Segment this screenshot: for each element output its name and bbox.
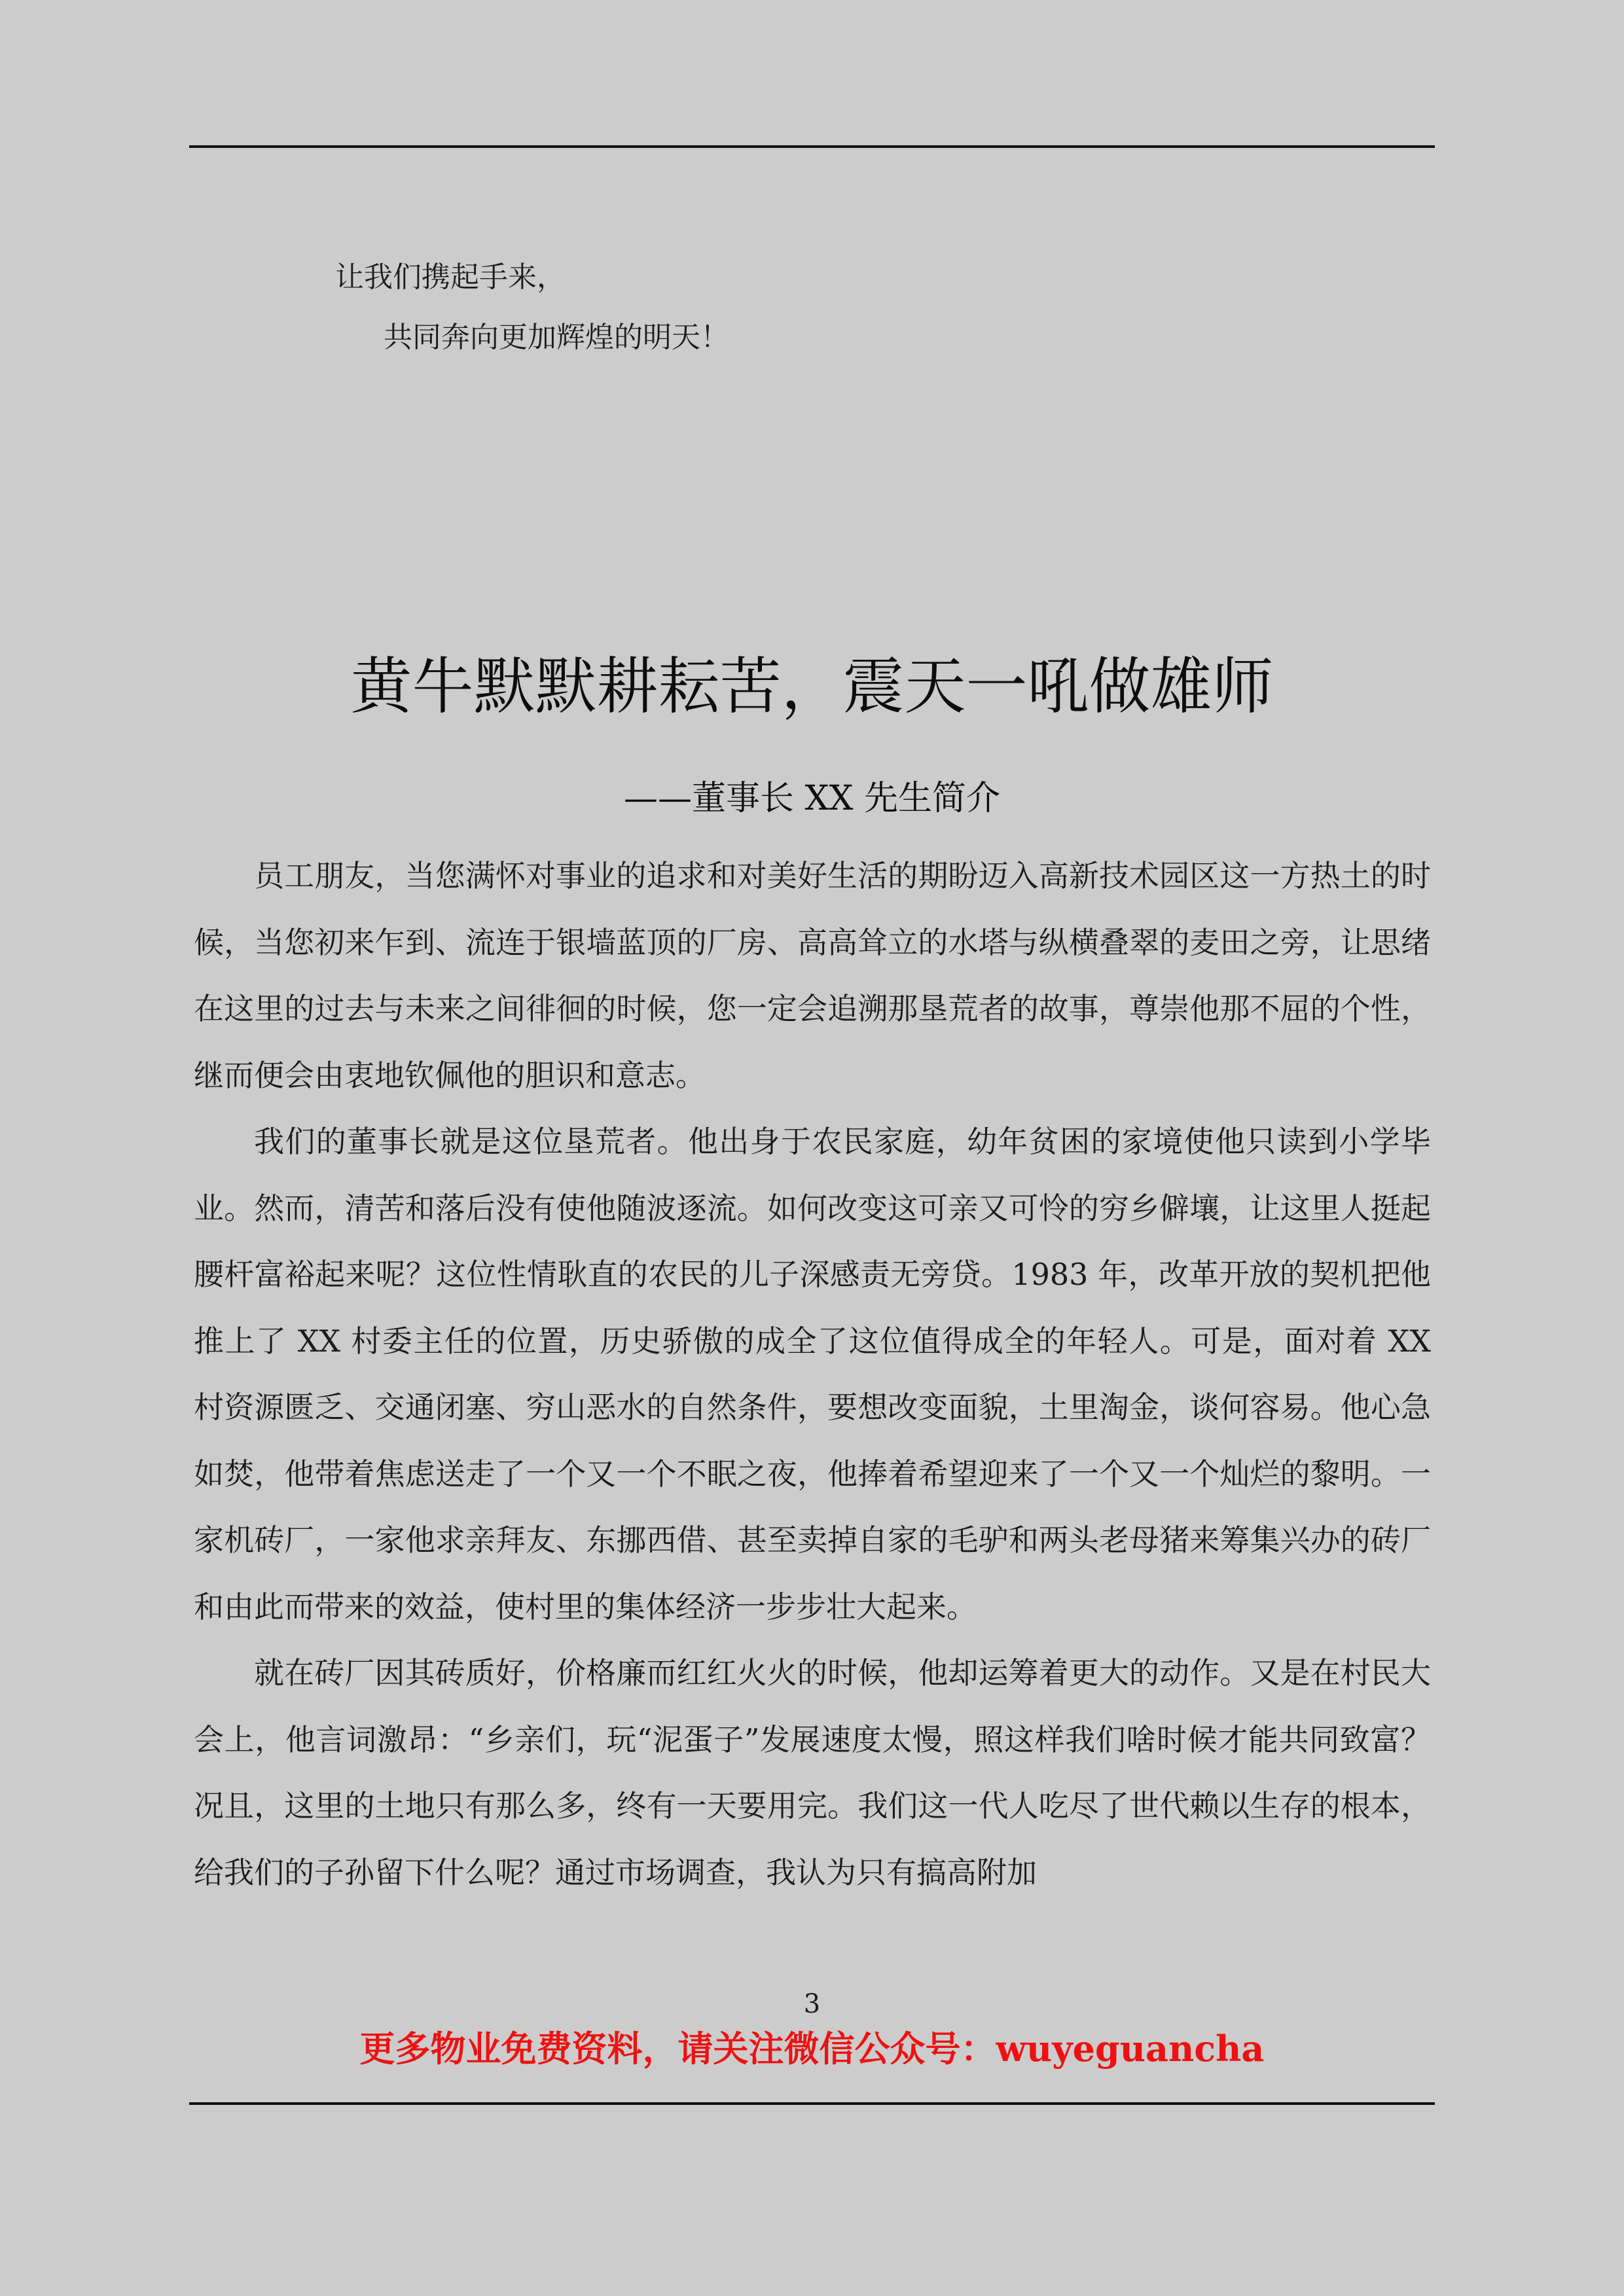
body-paragraph: 员工朋友，当您满怀对事业的追求和对美好生活的期盼迈入高新技术园区这一方热土的时候，当您初来乍到、流连于银墙蓝顶的厂房、高高耸立的水塔与纵横叠翠的麦田之旁，让思绪在这里的过去与未来之间徘徊的时候，您一定会追溯那垦荒者的故事，尊崇他那不屈的个性，继而便会由衷地钦佩他的胆识和意志。: [194, 858, 1431, 1093]
poem-line-1: 让我们携起手来，: [335, 260, 566, 294]
closing-poem: [335, 247, 729, 368]
body-paragraph: 我们的董事长就是这位垦荒者。他出身于农民家庭，幼年贫困的家境使他只读到小学毕业。然而，清苦和落后没有使他随波逐流。如何改变这可亲又可怜的穷乡僻壤，让这里人挺起腰杆富裕起来呢？这位性情耿直的农民的儿子深感责无旁贷。1983 年，改革开放的契机把他推上了 XX 村委主任的位置，历史骄傲的成全了这位值得成全的年轻人。可是，面对着 XX 村资源匮乏、交通闭塞、穷山恶水的自然条件，要想改变面貌，土里淘金，谈何容易。他心急如焚，他带着焦虑送走了一个又一个不眠之夜，他捧着希望迎来了一个又一个灿烂的黎明。一家机砖厂，一家他求亲拜友、东挪西借、甚至卖掉自家的毛驴和两头老母猪来筹集兴办的砖厂和由此而带来的效益，使村里的集体经济一步步壮大起来。: [194, 1124, 1431, 1624]
article-subtitle: ——董事长 XX 先生简介: [623, 779, 1001, 818]
footer-rule: [189, 2102, 1435, 2105]
header-rule: [189, 145, 1435, 148]
footer-promo-note: 更多物业免费资料，请关注微信公众号：wuyeguancha: [359, 2028, 1265, 2070]
page-number: 3: [803, 1989, 821, 2019]
article-body: [194, 843, 1431, 1906]
poem-line-2: 共同奔向更加辉煌的明天！: [384, 321, 729, 354]
body-paragraph: 就在砖厂因其砖质好，价格廉而红红火火的时候，他却运筹着更大的动作。又是在村民大会上，他言词激昂：“乡亲们，玩“泥蛋子”发展速度太慢，照这样我们啥时候才能共同致富？况且，这里的土地只有那么多，终有一天要用完。我们这一代人吃尽了世代赖以生存的根本，给我们的子孙留下什么呢？通过市场调查，我认为只有搞高附加: [194, 1655, 1431, 1890]
article-title: 黄牛默默耕耘苦，震天一吼做雄师: [350, 651, 1274, 723]
